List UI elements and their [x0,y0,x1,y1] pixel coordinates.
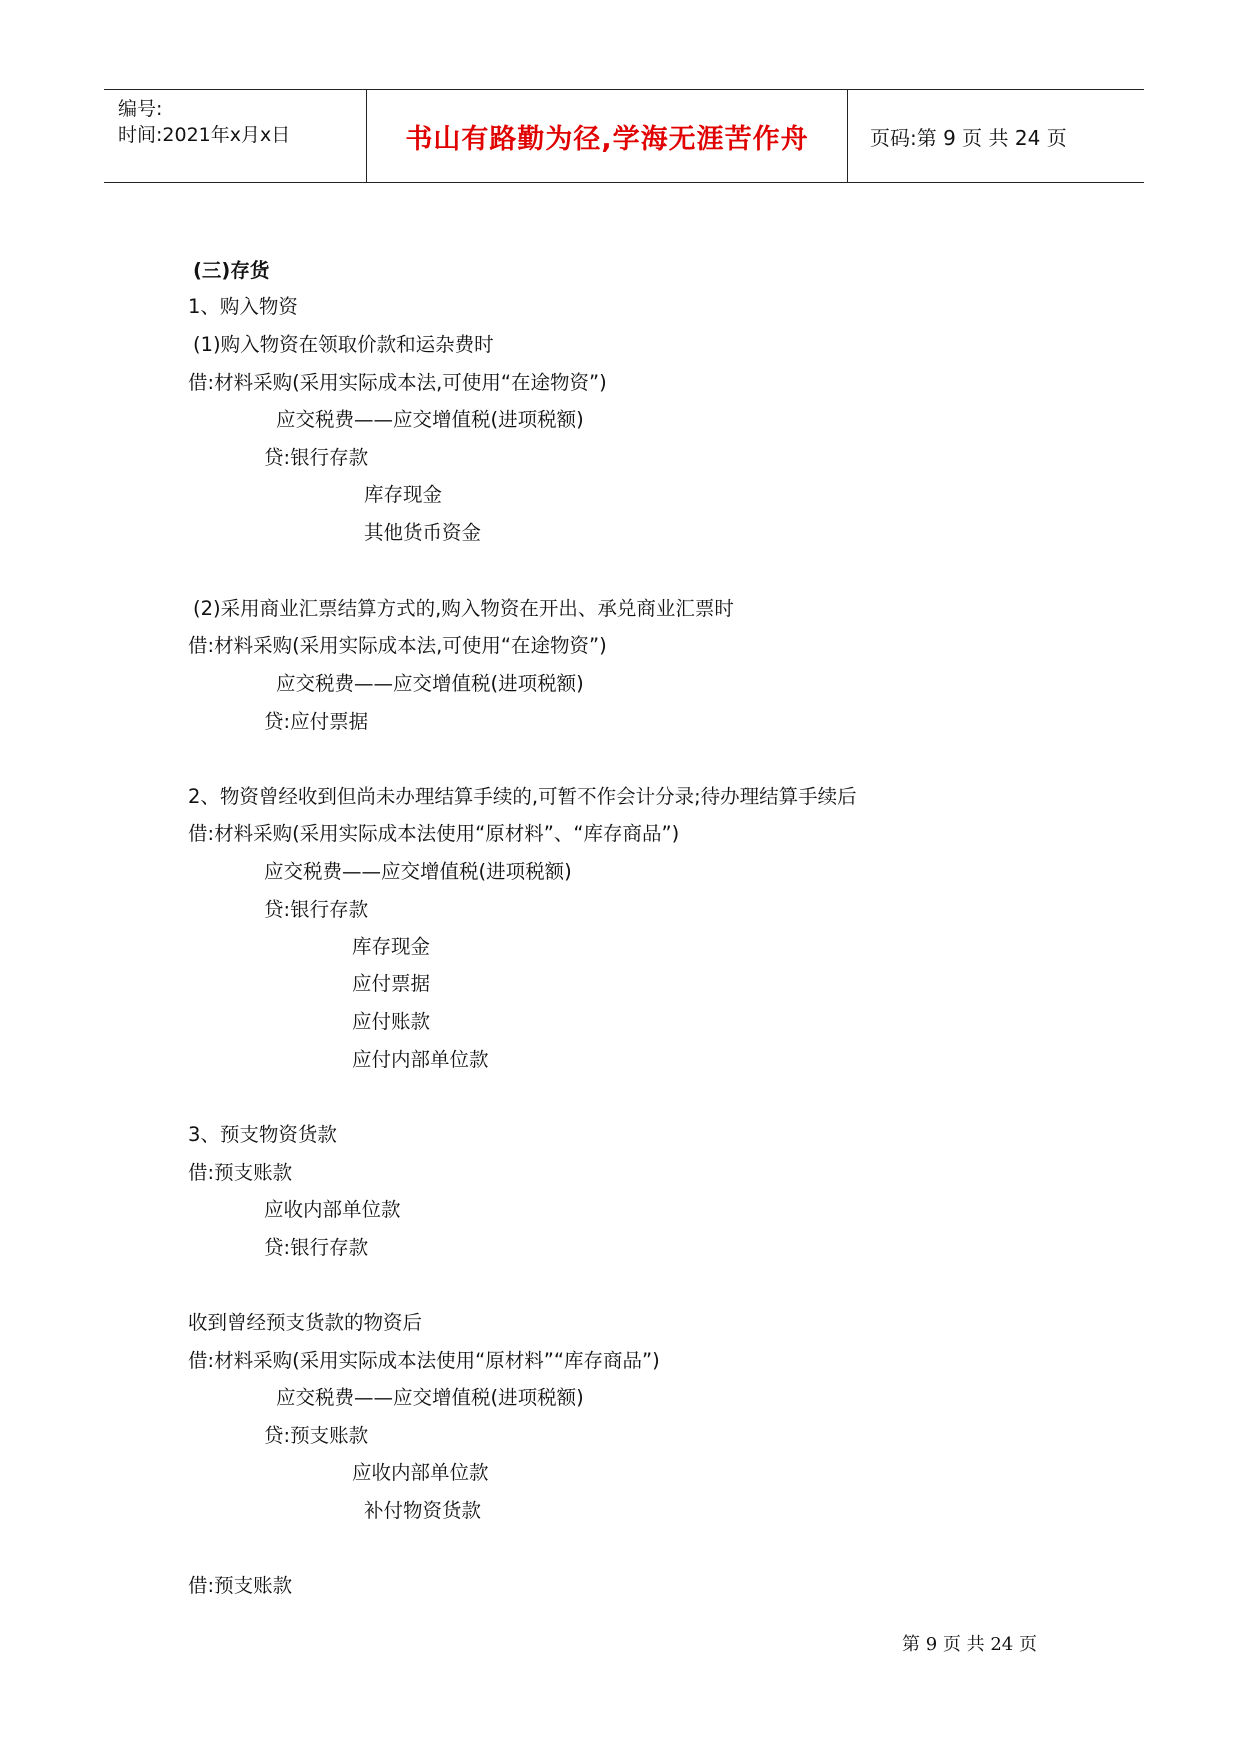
text-line: 应交税费——应交增值税(进项税额) [276,672,584,695]
text-line: (2)采用商业汇票结算方式的,购入物资在开出、承兑商业汇票时 [193,597,734,620]
text-line: 借:预支账款 [188,1161,293,1184]
text-line: 2、物资曾经收到但尚未办理结算手续的,可暂不作会计分录;待办理结算手续后 [188,785,857,808]
text-line: 借:材料采购(采用实际成本法使用“原材料”“库存商品”) [188,1349,660,1372]
text-line: 3、预支物资货款 [188,1123,337,1146]
text-line: 1、购入物资 [188,295,298,318]
text-line: 应付账款 [352,1010,431,1033]
text-line: 应付内部单位款 [352,1048,489,1071]
header-left-cell [104,90,367,182]
motto: 书山有路勤为径,学海无涯苦作舟 [405,123,809,155]
text-line: 贷:银行存款 [264,898,369,921]
header-page-cell [848,90,1144,182]
text-line: 借:材料采购(采用实际成本法,可使用“在途物资”) [188,371,607,394]
text-line: 贷:银行存款 [264,1236,369,1259]
text-line: 应交税费——应交增值税(进项税额) [276,1386,584,1409]
page-header [104,89,1144,183]
header-motto-cell [367,90,848,182]
text-line: 贷:预支账款 [264,1424,369,1447]
text-line: 应收内部单位款 [352,1461,489,1484]
text-line: 库存现金 [364,483,443,506]
page-footer: 第 9 页 共 24 页 [902,1634,1037,1655]
text-line: 应交税费——应交增值税(进项税额) [264,860,572,883]
text-line: (1)购入物资在领取价款和运杂费时 [193,333,494,356]
text-line: 库存现金 [352,935,431,958]
text-line: 贷:应付票据 [264,710,369,733]
number-label: 编号: [118,98,163,120]
text-line: 应交税费——应交增值税(进项税额) [276,408,584,431]
text-line: 借:预支账款 [188,1574,293,1597]
text-line: 借:材料采购(采用实际成本法使用“原材料”、“库存商品”) [188,822,680,845]
text-line: 应付票据 [352,972,431,995]
section-title: (三)存货 [193,259,270,282]
text-line: 收到曾经预支货款的物资后 [188,1311,423,1334]
time-label: 时间:2021年x月x日 [118,124,291,146]
text-line: 其他货币资金 [364,521,482,544]
text-line: 贷:银行存款 [264,446,369,469]
text-line: 借:材料采购(采用实际成本法,可使用“在途物资”) [188,634,607,657]
page-code: 页码:第 9 页 共 24 页 [870,125,1067,150]
text-line: 补付物资货款 [364,1499,482,1522]
text-line: 应收内部单位款 [264,1198,401,1221]
